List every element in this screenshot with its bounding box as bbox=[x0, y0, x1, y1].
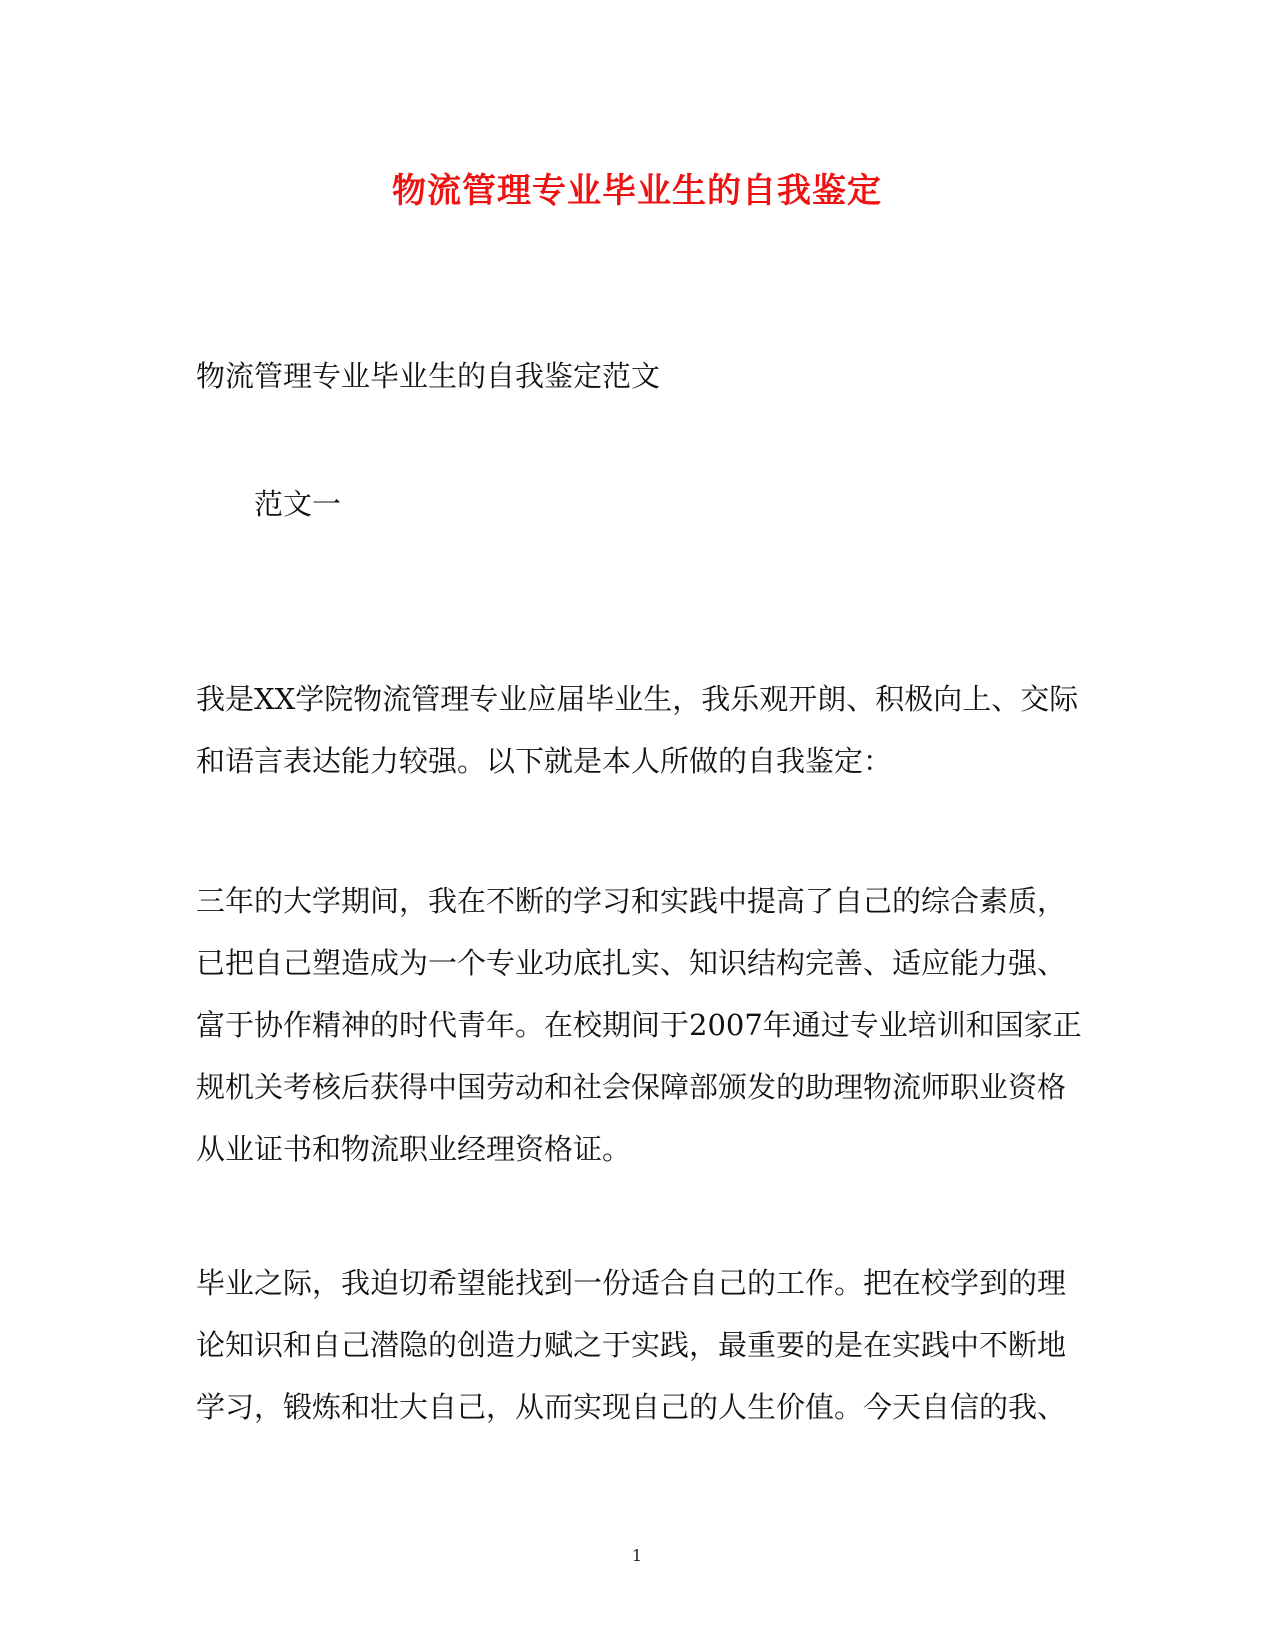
paragraph-intro bbox=[196, 668, 1086, 792]
paragraph-line: 已把自己塑造成为一个专业功底扎实、知识结构完善、适应能力强、 bbox=[196, 946, 1067, 980]
document-subtitle: 物流管理专业毕业生的自我鉴定范文 bbox=[196, 359, 661, 393]
paragraph-line: 三年的大学期间，我在不断的学习和实践中提高了自己的综合素质， bbox=[196, 884, 1067, 918]
paragraph-graduation bbox=[196, 1252, 1086, 1438]
paragraph-line: 和语言表达能力较强。以下就是本人所做的自我鉴定： bbox=[196, 744, 893, 778]
paragraph-line: 论知识和自己潜隐的创造力赋之于实践，最重要的是在实践中不断地 bbox=[196, 1328, 1067, 1362]
paragraph-line: 毕业之际，我迫切希望能找到一份适合自己的工作。把在校学到的理 bbox=[196, 1266, 1067, 1300]
paragraph-line: 学习，锻炼和壮大自己，从而实现自己的人生价值。今天自信的我、 bbox=[196, 1390, 1067, 1424]
paragraph-line: 富于协作精神的时代青年。在校期间于2007年通过专业培训和国家正 bbox=[196, 1008, 1082, 1042]
page-number: 1 bbox=[631, 1546, 643, 1565]
paragraph-university bbox=[196, 870, 1086, 1180]
section-label: 范文一 bbox=[254, 487, 342, 521]
paragraph-line: 我是XX学院物流管理专业应届毕业生，我乐观开朗、积极向上、交际 bbox=[196, 682, 1079, 716]
paragraph-line: 从业证书和物流职业经理资格证。 bbox=[196, 1132, 632, 1166]
paragraph-line: 规机关考核后获得中国劳动和社会保障部颁发的助理物流师职业资格 bbox=[196, 1070, 1067, 1104]
document-title: 物流管理专业毕业生的自我鉴定 bbox=[392, 171, 882, 211]
